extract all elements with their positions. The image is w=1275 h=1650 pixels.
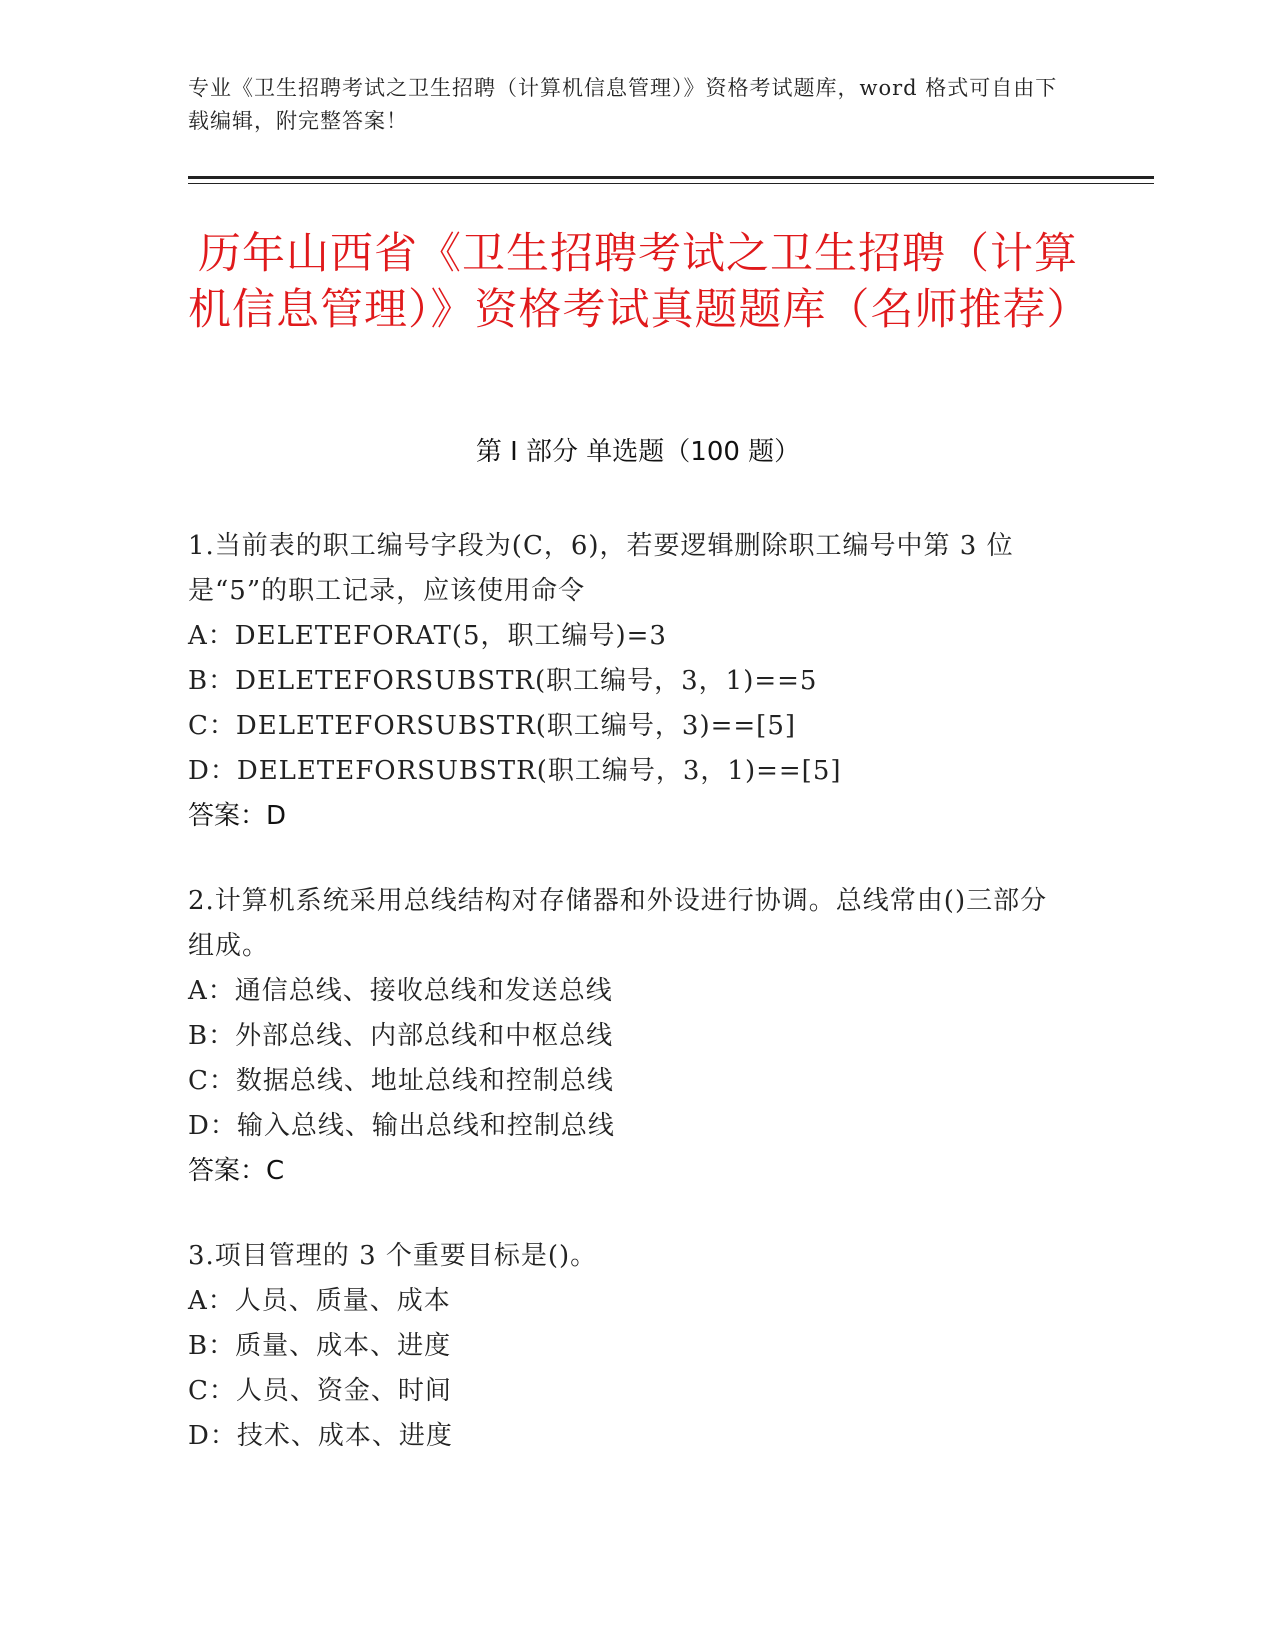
option-a: A：人员、质量、成本 — [188, 1286, 451, 1316]
question-text: 1.当前表的职工编号字段为(C，6)，若要逻辑删除职工编号中第 3 位是“5”的职工记录，应该使用命令 — [188, 531, 1014, 606]
header-note: 专业《卫生招聘考试之卫生招聘（计算机信息管理）》资格考试题库，word 格式可自由下载编辑，附完整答案！ — [188, 76, 1058, 133]
question-list — [188, 524, 1068, 1499]
question-2 — [188, 879, 1068, 1194]
question-text: 2.计算机系统采用总线结构对存储器和外设进行协调。总线常由()三部分组成。 — [188, 886, 1048, 961]
option-d: D：技术、成本、进度 — [188, 1421, 453, 1451]
option-b: B：DELETEFORSUBSTR(职工编号，3，1)==5 — [188, 666, 818, 696]
option-d: D：DELETEFORSUBSTR(职工编号，3，1)==[5] — [188, 756, 842, 786]
option-a: A：通信总线、接收总线和发送总线 — [188, 976, 613, 1006]
option-b: B：外部总线、内部总线和中枢总线 — [188, 1021, 614, 1051]
document-title: 历年山西省《卫生招聘考试之卫生招聘（计算机信息管理）》资格考试真题题库（名师推荐） — [188, 229, 1091, 335]
option-c: C：DELETEFORSUBSTR(职工编号，3)==[5] — [188, 711, 797, 741]
answer: 答案：C — [188, 1156, 285, 1186]
section-heading: 第 I 部分 单选题（100 题） — [475, 437, 801, 467]
option-b: B：质量、成本、进度 — [188, 1331, 452, 1361]
header-rule-thick — [188, 176, 1154, 179]
option-c: C：数据总线、地址总线和控制总线 — [188, 1066, 614, 1096]
question-text: 3.项目管理的 3 个重要目标是()。 — [188, 1241, 598, 1271]
option-a: A：DELETEFORAT(5，职工编号)=3 — [188, 621, 667, 651]
option-c: C：人员、资金、时间 — [188, 1376, 452, 1406]
answer: 答案：D — [188, 801, 287, 831]
question-3 — [188, 1234, 1068, 1459]
header-rule-thin — [188, 183, 1154, 184]
option-d: D：输入总线、输出总线和控制总线 — [188, 1111, 615, 1141]
question-1 — [188, 524, 1068, 839]
